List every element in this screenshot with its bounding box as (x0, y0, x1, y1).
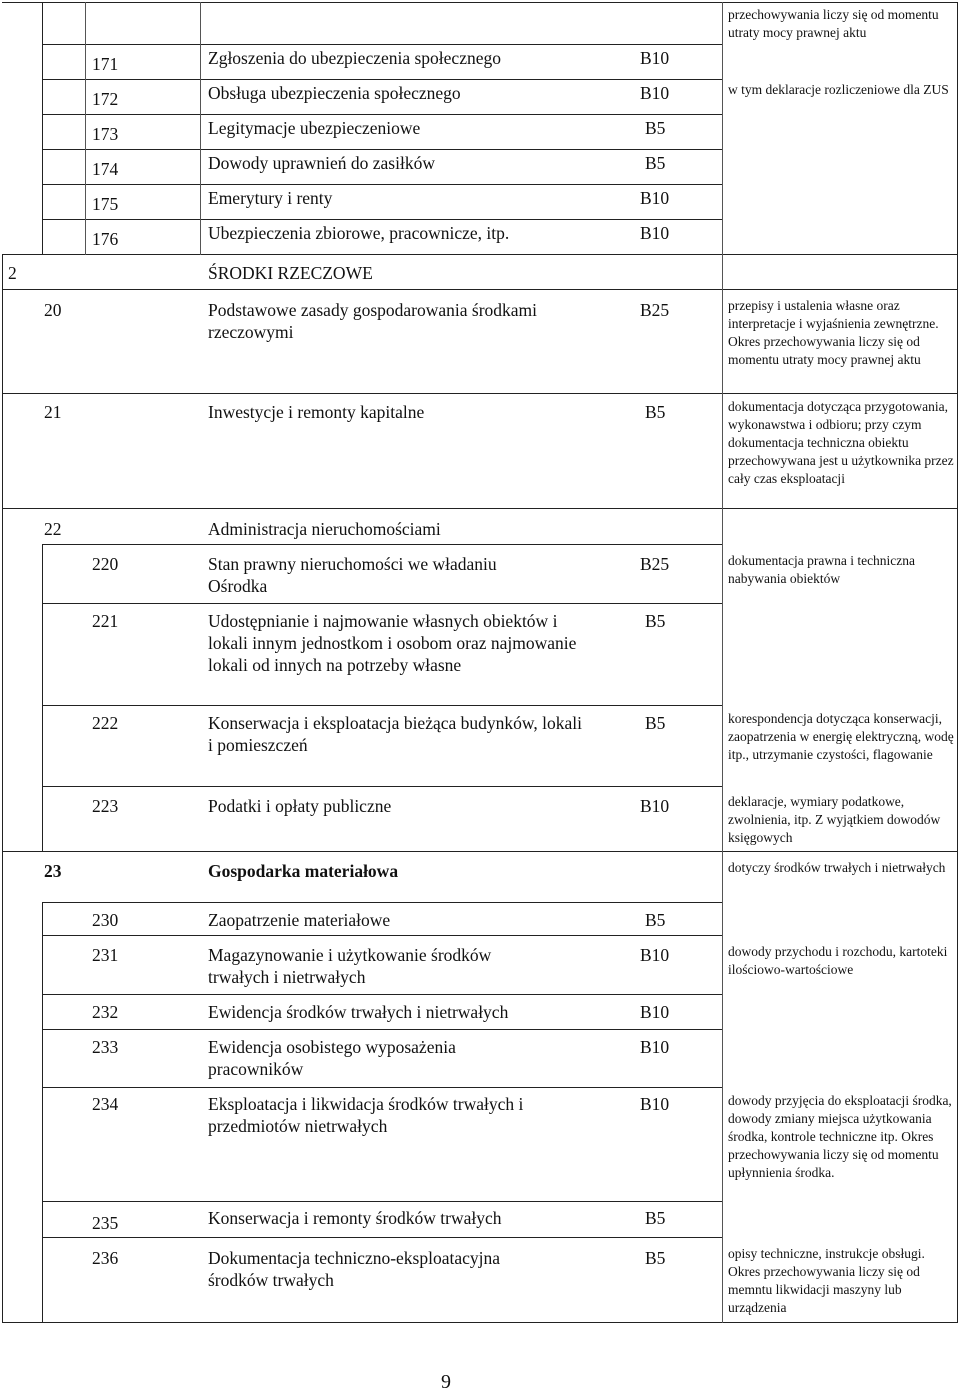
row-title: Konserwacja i remonty środków trwałych (208, 1208, 502, 1228)
row-note: w tym deklaracje rozliczeniowe dla ZUS (728, 82, 949, 97)
row-title: Dowody uprawnień do zasiłków (208, 153, 435, 173)
row-note: dotyczy środków trwałych i nietrwałych (728, 860, 946, 875)
row-number: 223 (92, 796, 119, 816)
section-title: ŚRODKI RZECZOWE (208, 263, 373, 283)
row-number: 174 (92, 159, 119, 179)
row-number: 232 (92, 1002, 119, 1022)
row-number: 22 (44, 519, 62, 539)
row-category: B10 (640, 83, 670, 103)
row-title: Administracja nieruchomościami (208, 519, 441, 539)
row-title: Emerytury i renty (208, 188, 333, 208)
row-note: dowody przyjęcia do eksploatacji środka, dowody zmiany miejsca użytkowania środka, kontrole techniczne itp. Okres przechowywania liczy się od momentu upłynnienia środka. (728, 1093, 952, 1180)
row-title: Udostępnianie i najmowanie własnych obiektów i lokali innym jednostkom i osobom oraz najmowanie lokali od innych na potrzeby własne (208, 611, 577, 675)
row-note: opisy techniczne, instrukcje obsługi. Okres przechowywania liczy się od memntu likwidacji maszyny lub urządzenia (728, 1246, 925, 1315)
row-category: B5 (645, 153, 666, 173)
row-number: 23 (44, 861, 62, 881)
row-number: 221 (92, 611, 119, 631)
row-number: 172 (92, 89, 119, 109)
row-category: B5 (645, 118, 666, 138)
row-category: B10 (640, 796, 670, 816)
row-number: 176 (92, 229, 119, 249)
row-title: Obsługa ubezpieczenia społecznego (208, 83, 461, 103)
section-number: 2 (8, 263, 17, 283)
row-title: Zaopatrzenie materiałowe (208, 910, 391, 930)
row-category: B10 (640, 1002, 670, 1022)
row-number: 230 (92, 910, 119, 930)
row-number: 234 (92, 1094, 119, 1114)
row-category: B10 (640, 223, 670, 243)
row-title: Legitymacje ubezpieczeniowe (208, 118, 421, 138)
row-note: korespondencja dotycząca konserwacji, zaopatrzenia w energię elektryczną, wodę itp., utrzymanie czystości, flagowanie (728, 711, 954, 762)
row-title: Konserwacja i eksploatacja bieżąca budynków, lokali i pomieszczeń (208, 713, 582, 755)
row-number: 21 (44, 402, 62, 422)
row-category: B25 (640, 300, 670, 320)
row-note: przepisy i ustalenia własne oraz interpretacje i wyjaśnienia zewnętrzne. Okres przechowywania liczy się od momentu utraty mocy prawnej aktu (728, 298, 939, 367)
row-number: 173 (92, 124, 119, 144)
row-category: B5 (645, 1248, 666, 1268)
row-category: B5 (645, 713, 666, 733)
row-note: dowody przychodu i rozchodu, kartoteki ilościowo-wartościowe (728, 944, 948, 977)
row-title: Ewidencja środków trwałych i nietrwałych (208, 1002, 509, 1022)
row-title: Zgłoszenia do ubezpieczenia społecznego (208, 48, 501, 68)
row-title: Dokumentacja techniczno-eksploatacyjna środków trwałych (208, 1248, 501, 1290)
row-category: B10 (640, 48, 670, 68)
row-category: B5 (645, 1208, 666, 1228)
row-number: 233 (92, 1037, 119, 1057)
row-title: Magazynowanie i użytkowanie środków trwałych i nietrwałych (208, 945, 492, 987)
row-title: Ewidencja osobistego wyposażenia pracowników (208, 1037, 456, 1079)
row-number: 231 (92, 945, 119, 965)
row-number: 220 (92, 554, 119, 574)
row-title: Gospodarka materiałowa (208, 861, 399, 881)
row-note: dokumentacja dotycząca przygotowania, wykonawstwa i odbioru; przy czym dokumentacja techniczna obiektu przechowywana jest u użytkownika przez cały czas eksploatacji (728, 399, 954, 486)
row-title: Eksploatacja i likwidacja środków trwałych i przedmiotów nietrwałych (208, 1094, 524, 1136)
row-category: B10 (640, 1094, 670, 1114)
row-number: 171 (92, 54, 119, 74)
row-title: Stan prawny nieruchomości we władaniu Ośrodka (208, 554, 497, 596)
row-title: Podatki i opłaty publiczne (208, 796, 392, 816)
row-note: deklaracje, wymiary podatkowe, zwolnienia, itp. Z wyjątkiem dowodów księgowych (728, 794, 941, 845)
row-category: B5 (645, 402, 666, 422)
row-note: dokumentacja prawna i techniczna nabywania obiektów (728, 553, 916, 586)
row-title: Podstawowe zasady gospodarowania środkami rzeczowymi (208, 300, 538, 342)
page-number: 9 (441, 1371, 451, 1393)
row-number: 236 (92, 1248, 119, 1268)
row-number: 175 (92, 194, 119, 214)
row-category: B5 (645, 611, 666, 631)
row-number: 222 (92, 713, 119, 733)
row-category: B5 (645, 910, 666, 930)
row-number: 20 (44, 300, 62, 320)
row-title: Inwestycje i remonty kapitalne (208, 402, 425, 422)
row-category: B10 (640, 945, 670, 965)
row-category: B10 (640, 188, 670, 208)
row-number: 235 (92, 1213, 119, 1233)
row-category: B25 (640, 554, 670, 574)
row-note: przechowywania liczy się od momentu utraty mocy prawnej aktu (728, 7, 939, 40)
row-title: Ubezpieczenia zbiorowe, pracownicze, itp. (208, 223, 510, 243)
row-category: B10 (640, 1037, 670, 1057)
